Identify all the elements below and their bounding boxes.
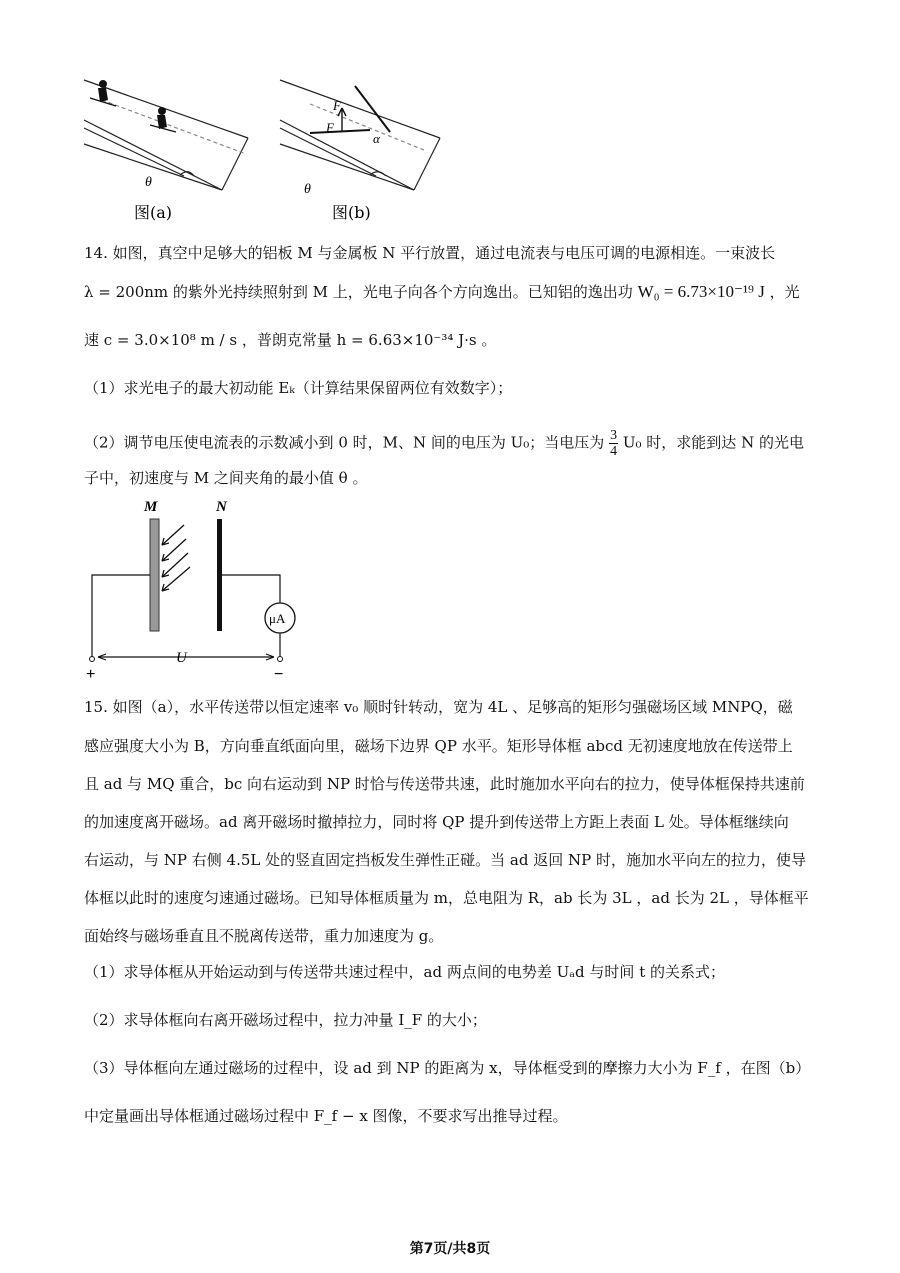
theta-label-a: θ — [145, 175, 152, 190]
plate-M — [150, 519, 159, 631]
q14-line2-post: ，光 — [769, 283, 800, 301]
force-diagram — [310, 86, 390, 133]
q15-line4: 的加速度离开磁场。ad 离开磁场时撤掉拉力，同时将 QP 提升到传送带上方距上表面 L 处。导体框继续向 — [84, 813, 789, 831]
force-F-label: F — [333, 98, 341, 113]
fraction-denominator: 4 — [610, 444, 618, 459]
voltage-label: U — [176, 650, 187, 666]
force-Ff-label: F — [326, 120, 334, 135]
minus-sign: − — [274, 666, 284, 683]
plate-M-label: M — [144, 499, 158, 515]
q15-sub2: （2）求导体框向右离开磁场过程中，拉力冲量 I_F 的大小； — [84, 1011, 487, 1029]
figure-a-caption: 图(a) — [134, 203, 173, 222]
q15-sub3b: 中定量画出导体框通过磁场过程中 F_f − x 图像，不要求写出推导过程。 — [84, 1107, 568, 1125]
q14-line1: 14. 如图，真空中足够大的铝板 M 与金属板 N 平行放置，通过电流表与电压可调的电源相连。一束波长 — [84, 244, 776, 262]
figure-a-incline — [84, 80, 248, 190]
skier-icon — [90, 80, 176, 132]
q15-line7: 面始终与磁场垂直且不脱离传送带，重力加速度为 g。 — [84, 927, 444, 945]
q15-line5: 右运动，与 NP 右侧 4.5L 处的竖直固定挡板发生弹性正碰。当 ad 返回 NP 时，施加水平向左的拉力，使导 — [84, 851, 806, 869]
q15-sub3a: （3）导体框向左通过磁场的过程中，设 ad 到 NP 的距离为 x，导体框受到的摩擦力大小为 F_f ，在图（b） — [84, 1059, 811, 1077]
terminal-minus — [278, 657, 283, 662]
q15-sub1: （1）求导体框从开始运动到与传送带共速过程中，ad 两点间的电势差 Uₐd 与时间 t 的关系式； — [84, 963, 725, 981]
terminal-plus — [90, 657, 95, 662]
ammeter-label: μA — [269, 611, 286, 626]
q15-line2: 感应强度大小为 B，方向垂直纸面向里，磁场下边界 QP 水平。矩形导体框 abcd 无初速度地放在传送带上 — [84, 737, 793, 755]
light-arrows — [162, 525, 190, 591]
fraction-numerator: 3 — [610, 428, 618, 443]
q14-sub2-c: 子中，初速度与 M 之间夹角的最小值 θ 。 — [84, 469, 368, 487]
q15-line3: 且 ad 与 MQ 重合，bc 向右运动到 NP 时恰与传送带共速，此时施加水平向右的拉力，使导体框保持共速前 — [84, 775, 805, 793]
q15-line1: 15. 如图（a），水平传送带以恒定速率 v₀ 顺时针转动，宽为 4L 、足够高的矩形匀强磁场区域 MNPQ，磁 — [84, 698, 793, 716]
incline-figures — [70, 68, 470, 228]
fraction-three-quarters — [609, 428, 618, 459]
q14-sub2-a: （2）调节电压使电流表的示数减小到 0 时，M、N 间的电压为 U₀；当电压为 — [84, 433, 605, 452]
alpha-label: α — [373, 131, 380, 146]
figure-b-incline — [280, 80, 440, 190]
theta-label-b: θ — [304, 182, 311, 197]
circuit-diagram — [80, 495, 320, 685]
q15-line6: 体框以此时的速度匀速通过磁场。已知导体框质量为 m，总电阻为 R，ab 长为 3L ，ad 长为 2L ，导体框平 — [84, 889, 809, 907]
figure-b-caption: 图(b) — [332, 203, 371, 222]
work-function: W₀ = 6.73×10⁻¹⁹ J — [637, 282, 765, 301]
q14-sub2 — [84, 428, 824, 459]
q14-sub2-b: U₀ 时，求能到达 N 的光电 — [622, 433, 804, 452]
plate-N — [217, 519, 222, 631]
q14-sub1: （1）求光电子的最大初动能 Eₖ（计算结果保留两位有效数字）； — [84, 379, 513, 397]
q14-line2 — [84, 282, 824, 302]
circuit-wires — [92, 575, 280, 660]
plus-sign: + — [86, 666, 96, 683]
q14-line3: 速 c = 3.0×10⁸ m / s ，普朗克常量 h = 6.63×10⁻³⁴ J·s 。 — [84, 331, 497, 349]
page-number: 第7页/共8页 — [409, 1241, 491, 1257]
q14-line2-pre: λ = 200nm 的紫外光持续照射到 M 上，光电子向各个方向逸出。已知铝的逸出功 — [84, 283, 633, 301]
plate-N-label: N — [216, 499, 227, 515]
